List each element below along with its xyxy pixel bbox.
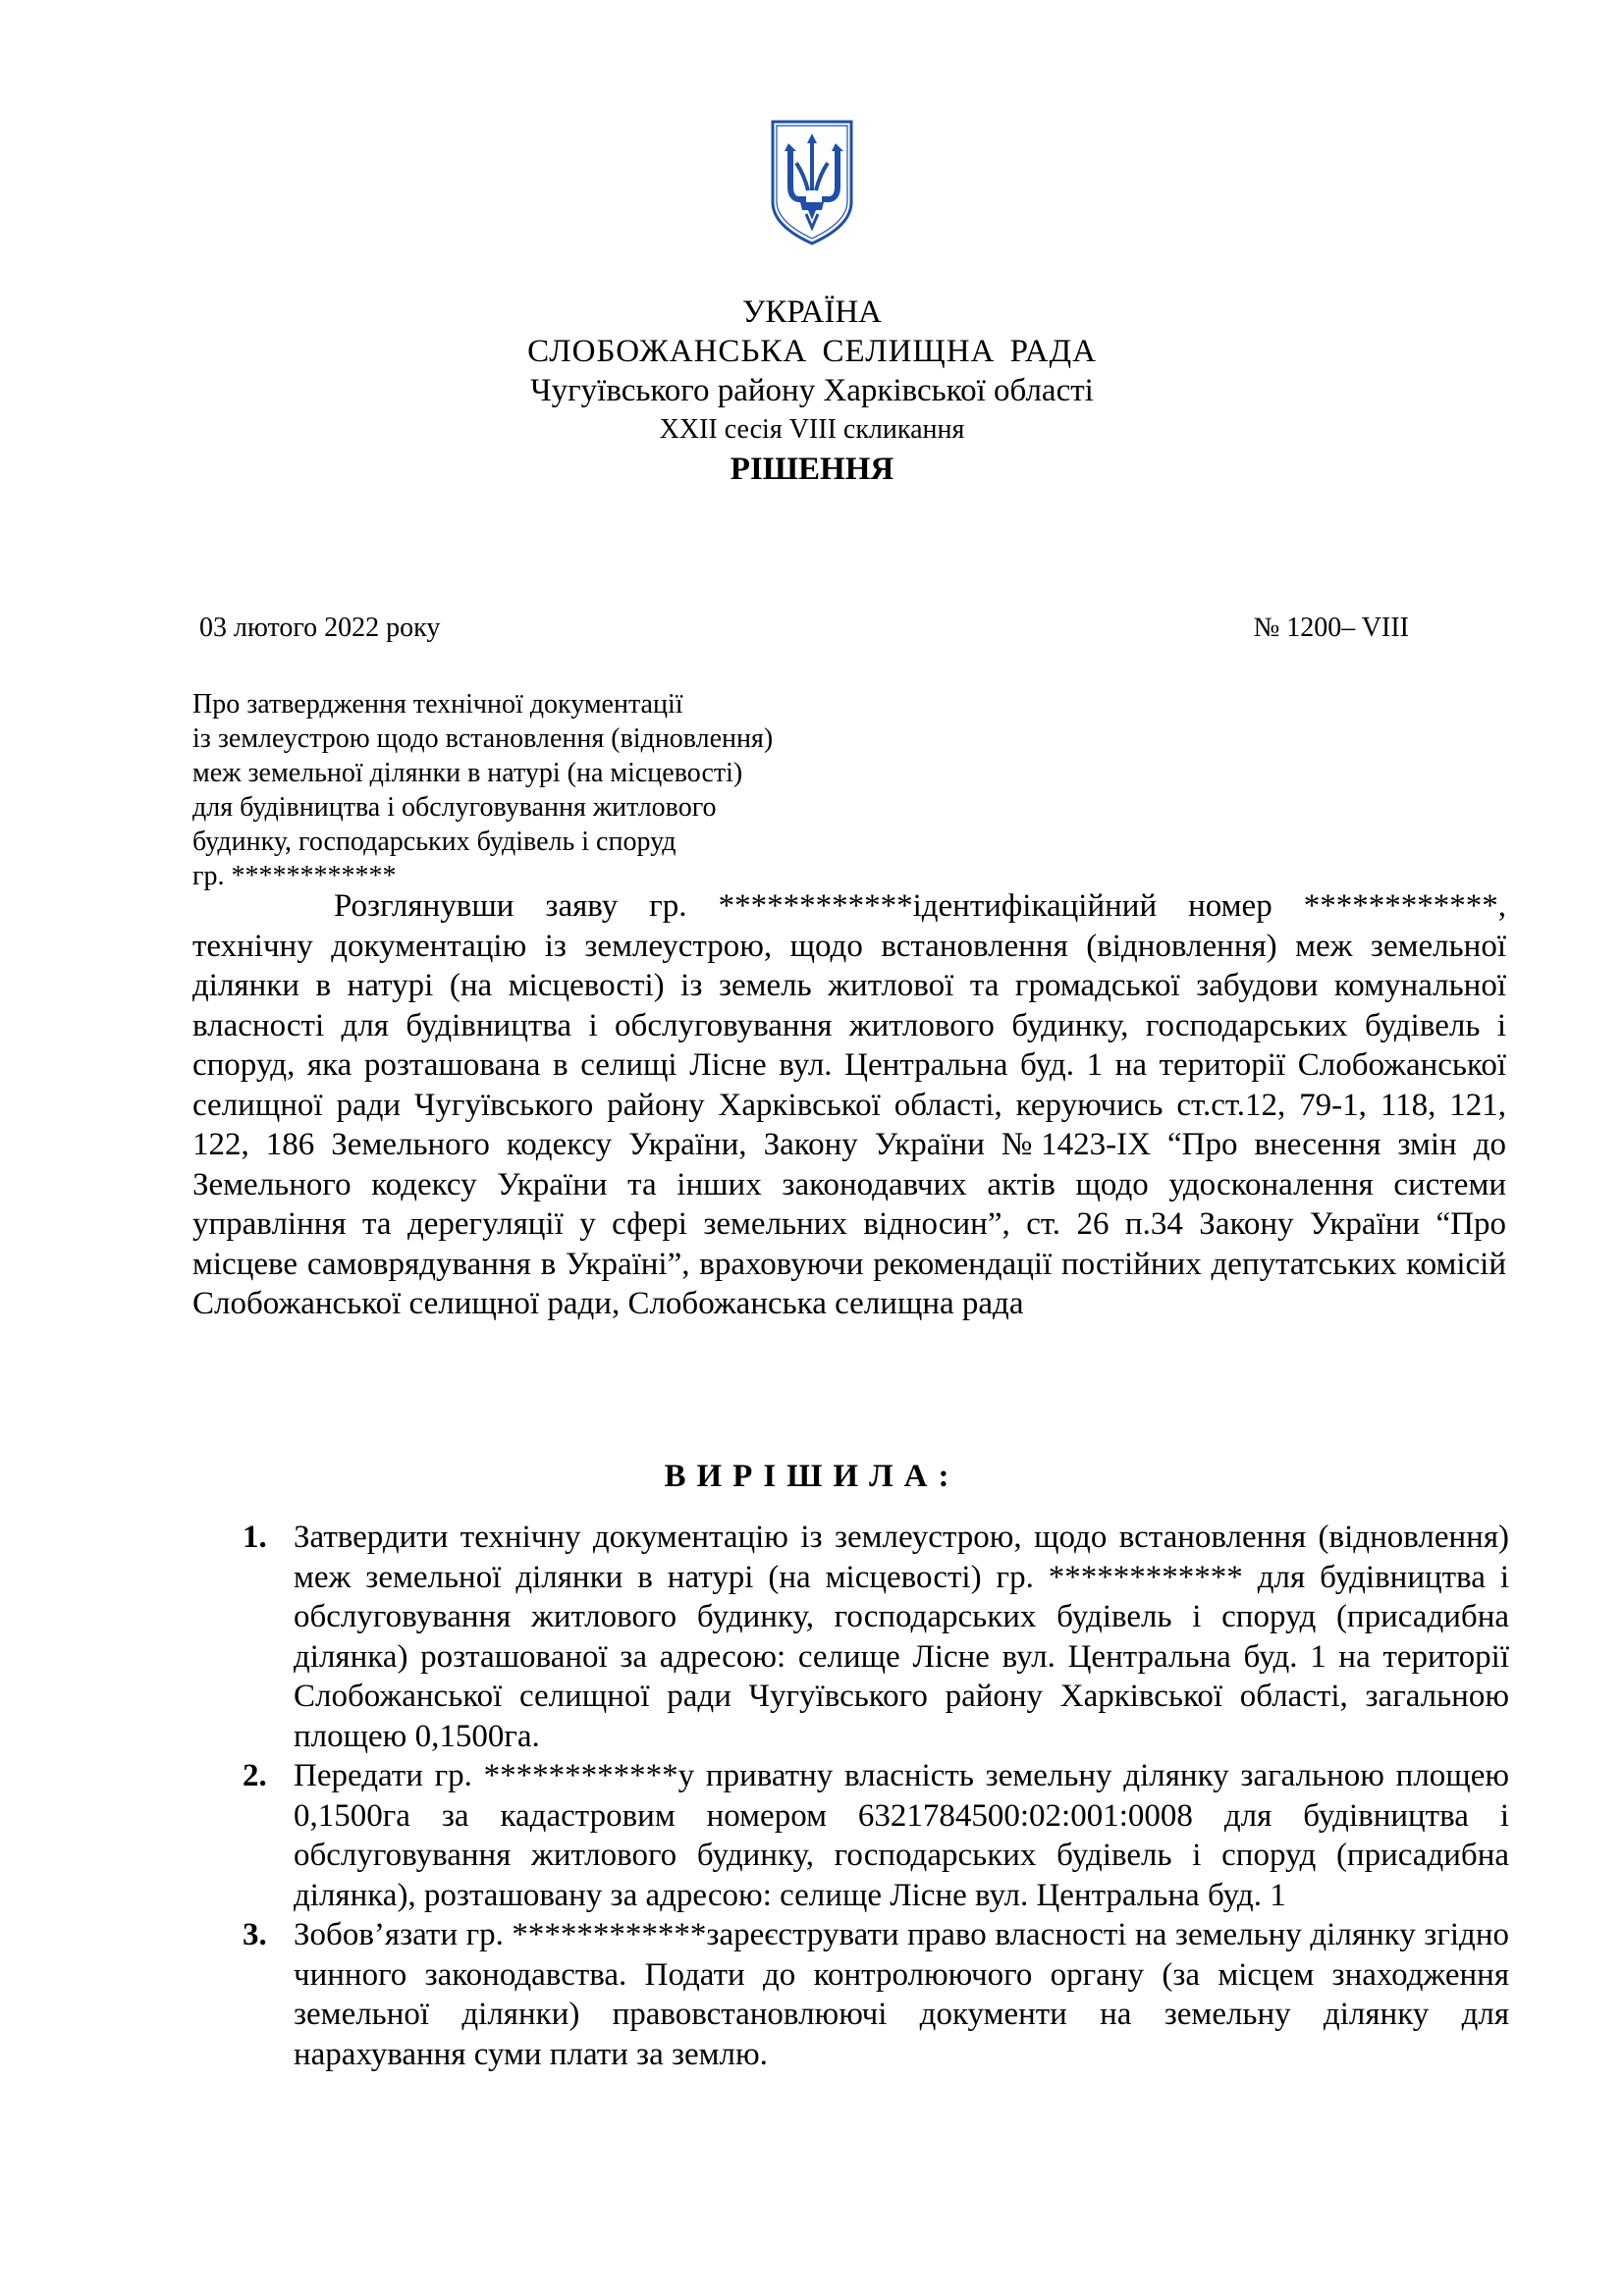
coat-of-arms xyxy=(767,118,857,247)
decision-item xyxy=(243,1915,1509,2074)
decision-item xyxy=(243,1518,1509,1756)
decision-item-number: 1. xyxy=(243,1520,267,1555)
council-name: СЛОБОЖАНСЬКА СЕЛИЩНА РАДА xyxy=(527,334,1097,369)
preamble-paragraph: Розглянувши заяву гр. ************ідентифікаційний номер ************, технічну документацію із землеустрою, щодо встановлення (відновлення) меж земельної ділянки в натурі (на місцевості) із земель житлової та громадської забудови комунальної власності для будівництва і обслуговування житлового будинку, господарських будівель і споруд, яка розташована в селищі Лісне вул. Центральна буд. 1 на території Слобожанської селищної ради Чугуївського району Харківської області, керуючись ст.ст.12, 79-1, 118, 121, 122, 186 Земельного кодексу України, Закону України №1423-IX “Про внесення змін до Земельного кодексу України та інших законодавчих актів щодо удосконалення системи управління та дерегуляції у сфері земельних відносин”, ст. 26 п.34 Закону України “Про місцеве самоврядування в Україні”, враховуючи рекомендації постійних депутатських комісій Слобожанської селищної ради, Слобожанська селищна рада xyxy=(192,888,1506,1321)
resolved-heading: ВИРІШИЛА: xyxy=(664,1459,960,1494)
session-info: ХХІІ сесія VIII скликання xyxy=(659,414,965,445)
decision-list xyxy=(243,1518,1509,2074)
subject-line: гр. ************ xyxy=(192,861,397,891)
subject-line: для будівництва і обслуговування житлового xyxy=(192,792,717,823)
document-type: РІШЕННЯ xyxy=(730,452,894,487)
decision-item-number: 3. xyxy=(243,1917,267,1952)
document-header xyxy=(0,293,1624,489)
decision-item-text: Передати гр. ************у приватну власність земельну ділянку загальною площею 0,1500га за кадастровим номером 6321784500:02:001:0008 для будівництва і обслуговування житлового будинку, господарських будівель і споруд (присадибна ділянка), розташовану за адресою: селище Лісне вул. Центральна буд. 1 xyxy=(294,1758,1509,1913)
decision-item-text: Зобов’язати гр. ************зареєструвати право власності на земельну ділянку згідно чинного законодавства. Подати до контролюючого органу (за місцем знаходження земельної ділянки) правовстановлюючі документи на земельну ділянку для нарахування суми плати за землю. xyxy=(294,1917,1509,2072)
decision-item xyxy=(243,1756,1509,1915)
decision-subject xyxy=(192,687,939,893)
district-name: Чугуївського району Харківської області xyxy=(530,373,1094,408)
decision-date: 03 лютого 2022 року xyxy=(199,613,441,643)
subject-line: меж земельної ділянки в натурі (на місцевості) xyxy=(192,758,743,788)
subject-line: Про затвердження технічної документації xyxy=(192,689,683,720)
decision-item-text: Затвердити технічну документацію із землеустрою, щодо встановлення (відновлення) меж земельної ділянки в натурі (на місцевості) гр. ************ для будівництва і обслуговування житлового будинку, господарських будівель і споруд (присадибна ділянка) розташованої за адресою: селище Лісне вул. Центральна буд. 1 на території Слобожанської селищної ради Чугуївського району Харківської області, загальною площею 0,1500га. xyxy=(294,1520,1509,1754)
subject-line: із землеустрою щодо встановлення (відновлення) xyxy=(192,723,774,754)
decision-number: № 1200– VIII xyxy=(1253,613,1409,643)
decision-item-number: 2. xyxy=(243,1758,267,1793)
subject-line: будинку, господарських будівель і споруд xyxy=(192,827,677,857)
country-name: УКРАЇНА xyxy=(742,294,882,330)
trident-coat-of-arms-icon xyxy=(767,118,857,247)
